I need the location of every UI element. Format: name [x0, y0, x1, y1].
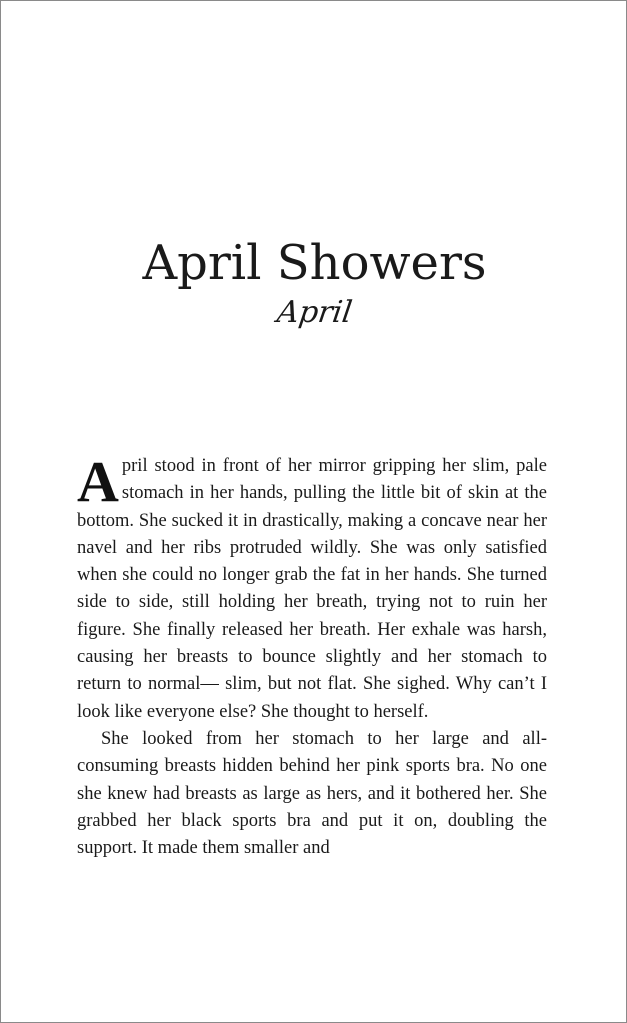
- chapter-subtitle: April: [274, 295, 355, 330]
- chapter-body: [77, 449, 547, 862]
- paragraph-2: She looked from her stomach to her large and all-consuming breasts hidden behind her pink sports bra. No one she knew had breasts as large as hers, and it bothered her. She grabbed her black sports bra and put it on, doubling the support. It made them smaller and: [77, 728, 547, 859]
- drop-cap: A: [77, 449, 119, 514]
- paragraph-1: [77, 449, 547, 726]
- chapter-title: April Showers: [142, 235, 487, 291]
- paragraph-1-text: pril stood in front of her mirror gripping her slim, pale stomach in her hands, pulling the little bit of skin at the bottom. She sucked it in drastically, making a concave near her navel and her ribs protruded wildly. She was only satisfied when she could no longer grab the fat in her hands. She turned side to side, still holding her breath, trying not to ruin her figure. She finally released her breath. Her exhale was harsh, causing her breasts to bounce slightly and her stomach to return to normal— slim, but not flat. She sighed. Why can’t I look like everyone else? She thought to herself.: [77, 456, 547, 722]
